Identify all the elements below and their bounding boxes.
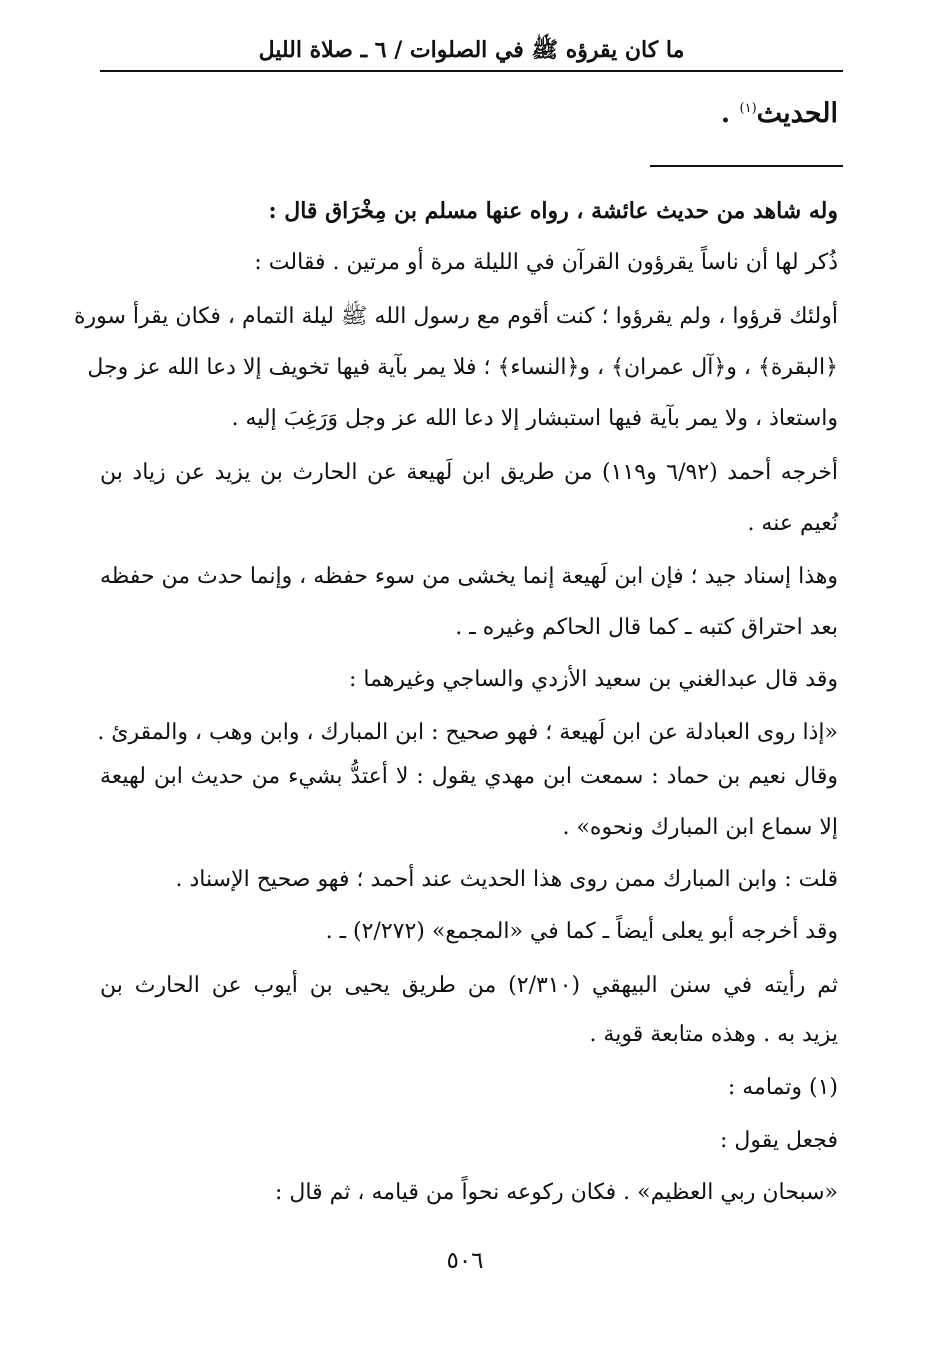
paragraph-line: أخرجه أحمد (٦/٩٢ و١١٩) من طريق ابن لَهيعة عن الحارث بن يزيد عن زياد بن — [100, 460, 838, 485]
paragraph-line: نُعيم عنه . — [747, 511, 838, 536]
paragraph-line: ثم رأيته في سنن البيهقي (٢/٣١٠) من طريق يحيى بن أيوب عن الحارث بن — [100, 973, 838, 998]
paragraph-line: أولئك قرؤوا ، ولم يقرؤوا ؛ كنت أقوم مع رسول الله ﷺ ليلة التمام ، فكان يقرأ سورة — [73, 304, 838, 329]
paragraph-line: ذُكر لها أن ناساً يقرؤون القرآن في الليلة مرة أو مرتين . فقالت : — [254, 250, 838, 275]
paragraph-line: يزيد به . وهذه متابعة قوية . — [589, 1022, 838, 1047]
heading-footnote-divider — [650, 165, 843, 167]
running-header: ما كان يقرؤه ﷺ في الصلوات / ٦ ـ صلاة الليل — [258, 37, 685, 63]
footnote-line: فجعل يقول : — [720, 1128, 838, 1153]
paragraph-line: وقد أخرجه أبو يعلى أيضاً ـ كما في «المجمع» (٢/٢٧٢) ـ . — [325, 919, 838, 944]
quote-line: وقال نعيم بن حماد : سمعت ابن مهدي يقول : لا أعتدُّ بشيء من حديث ابن لهيعة — [100, 764, 838, 789]
paragraph-line: وقد قال عبدالغني بن سعيد الأزدي والساجي وغيرهما : — [348, 667, 838, 692]
paragraph-line: واستعاذ ، ولا يمر بآية فيها استبشار إلا دعا الله عز وجل وَرَغِبَ إليه . — [231, 406, 838, 431]
heading-text: الحديث — [756, 98, 838, 129]
paragraph-line: بعد احتراق كتبه ـ كما قال الحاكم وغيره ـ . — [455, 615, 838, 640]
footnote-line: «سبحان ربي العظيم» . فكان ركوعه نحواً من قيامه ، ثم قال : — [275, 1180, 838, 1205]
footnote-line: (١) وتمامه : — [727, 1075, 838, 1100]
paragraph-line: قلت : وابن المبارك ممن روى هذا الحديث عند أحمد ؛ فهو صحيح الإسناد . — [175, 867, 838, 892]
paragraph-line: ﴿البقرة﴾ ، و﴿آل عمران﴾ ، و﴿النساء﴾ ؛ فلا يمر بآية فيها تخويف إلا دعا الله عز وجل — [87, 355, 838, 380]
paragraph-line: وهذا إسناد جيد ؛ فإن ابن لَهيعة إنما يخشى من سوء حفظه ، وإنما حدث من حفظه — [99, 564, 838, 589]
paragraph-line: وله شاهد من حديث عائشة ، رواه عنها مسلم بن مِخْرَاق قال : — [268, 198, 838, 224]
page-number: ٥٠٦ — [446, 1248, 484, 1274]
header-divider — [100, 70, 843, 72]
quote-line: إلا سماع ابن المبارك ونحوه» . — [562, 815, 838, 840]
quote-line: «إذا روى العبادلة عن ابن لَهيعة ؛ فهو صحيح : ابن المبارك ، وابن وهب ، والمقرئ . — [97, 720, 838, 745]
section-heading — [721, 98, 838, 129]
heading-trailing: . — [720, 98, 740, 129]
footnote-marker: (١) — [739, 101, 757, 116]
